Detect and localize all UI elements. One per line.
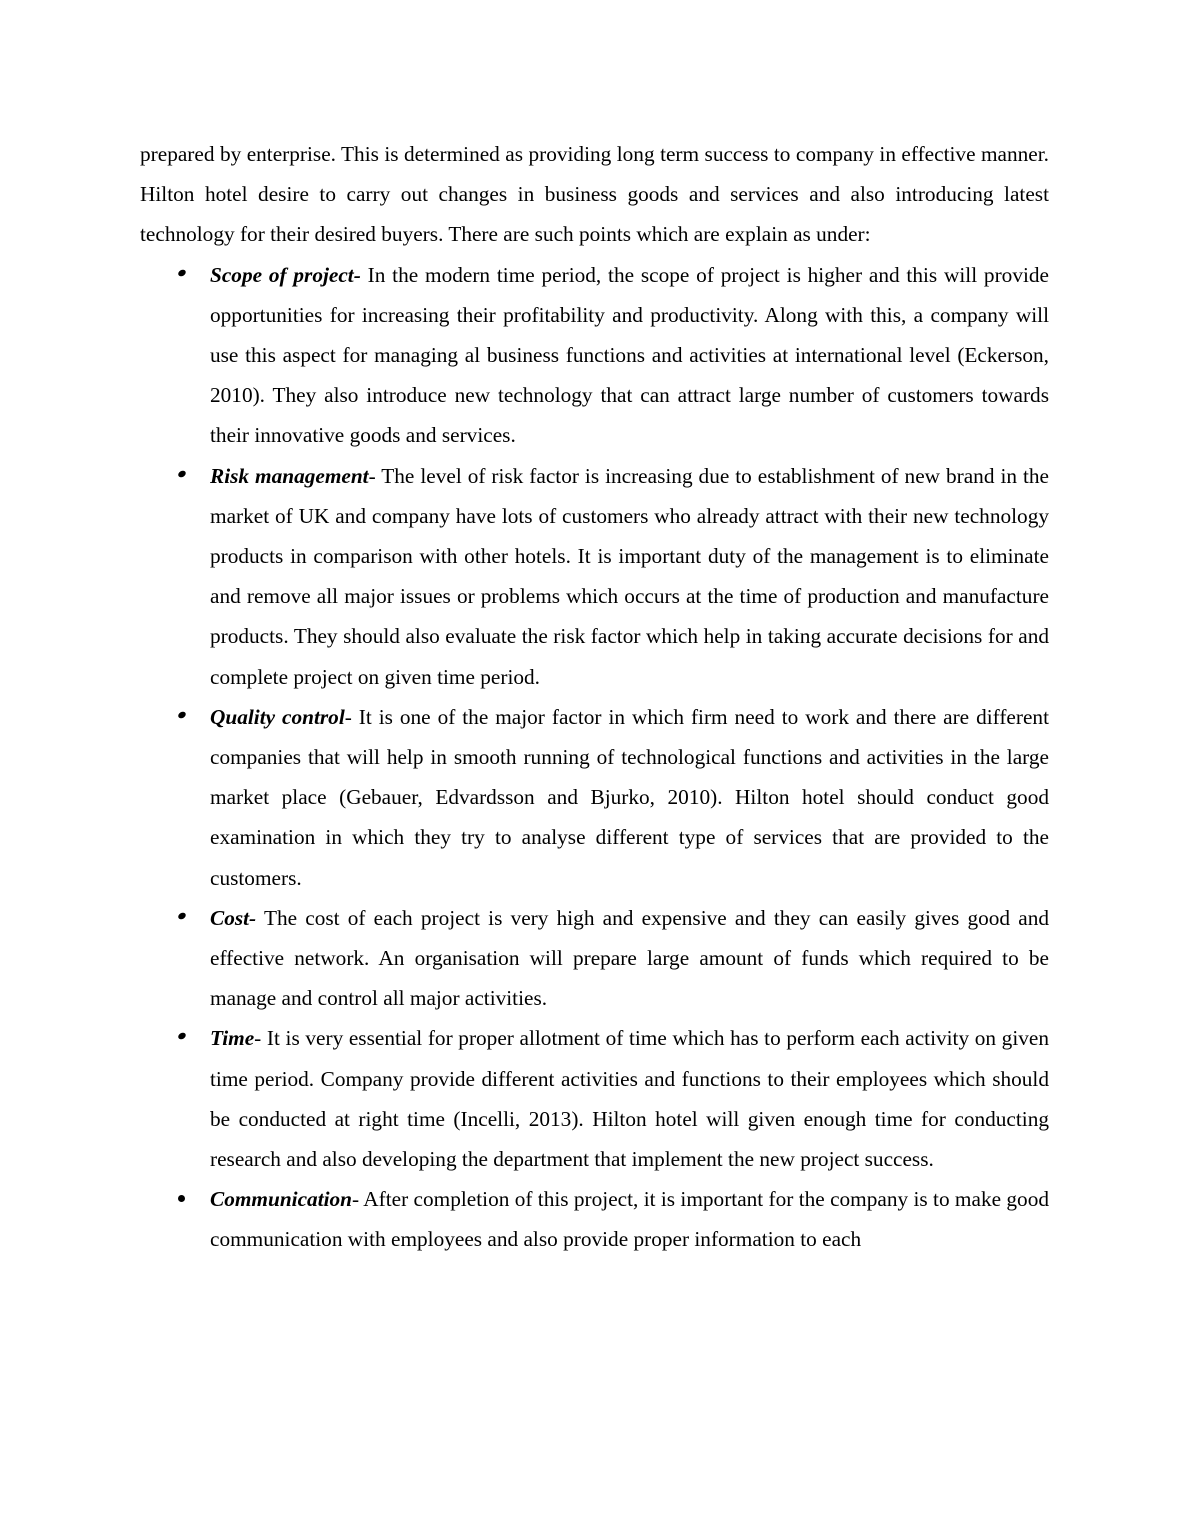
bullet-text: - It is one of the major factor in which firm need to work and there are different companies that will help in smooth running of technological functions and activities in the large market place (Gebauer, Edvardsson and Bjurko, 2010). Hilton hotel should conduct good examination in which they try to analyse different type of services that are provided to the customers.	[210, 704, 1049, 890]
bullet-text: In the modern time period, the scope of project is higher and this will provide opportunities for increasing their profitability and productivity. Along with this, a company will use this aspect for managing al business functions and activities at international level (Eckerson, 2010). They also introduce new technology that can attract large number of customers towards their innovative goods and services.	[210, 262, 1049, 448]
bullet-term: Scope of project-	[210, 262, 361, 287]
bullet-icon	[178, 255, 188, 295]
list-item	[140, 697, 1049, 898]
bullet-icon	[178, 1179, 188, 1219]
bullet-icon	[178, 697, 188, 737]
bullet-term: Quality control	[210, 704, 345, 729]
bullet-term: Time	[210, 1026, 255, 1051]
document-page	[140, 134, 1049, 1260]
bullet-text: - After completion of this project, it is important for the company is to make good communication with employees and also provide proper information to each	[210, 1187, 1049, 1252]
bullet-term: Risk management	[210, 463, 369, 488]
list-item	[140, 456, 1049, 697]
bullet-icon	[178, 456, 188, 496]
bullet-list	[140, 255, 1049, 1260]
bullet-text: The cost of each project is very high and expensive and they can easily gives good and effective network. An organisation will prepare large amount of funds which required to be manage and control all major activities.	[210, 905, 1049, 1011]
list-item	[140, 1018, 1049, 1179]
bullet-text: - The level of risk factor is increasing due to establishment of new brand in the market of UK and company have lots of customers who already attract with their new technology products in comparison with other hotels. It is important duty of the management is to eliminate and remove all major issues or problems which occurs at the time of production and manufacture products. They should also evaluate the risk factor which help in taking accurate decisions for and complete project on given time period.	[210, 463, 1049, 689]
bullet-icon	[178, 1018, 188, 1058]
bullet-term: Communication	[210, 1187, 353, 1212]
list-item	[140, 898, 1049, 1019]
intro-paragraph: prepared by enterprise. This is determined as providing long term success to company in effective manner. Hilton hotel desire to carry out changes in business goods and services and also introducing latest technology for their desired buyers. There are such points which are explain as under:	[140, 142, 1049, 247]
list-item	[140, 1179, 1049, 1259]
list-item	[140, 255, 1049, 456]
bullet-text: - It is very essential for proper allotment of time which has to perform each activity on given time period. Company provide different activities and functions to their employees which should be conducted at right time (Incelli, 2013). Hilton hotel will given enough time for conducting research and also developing the department that implement the new project success.	[210, 1026, 1049, 1172]
bullet-term: Cost-	[210, 905, 257, 930]
bullet-icon	[178, 898, 188, 938]
